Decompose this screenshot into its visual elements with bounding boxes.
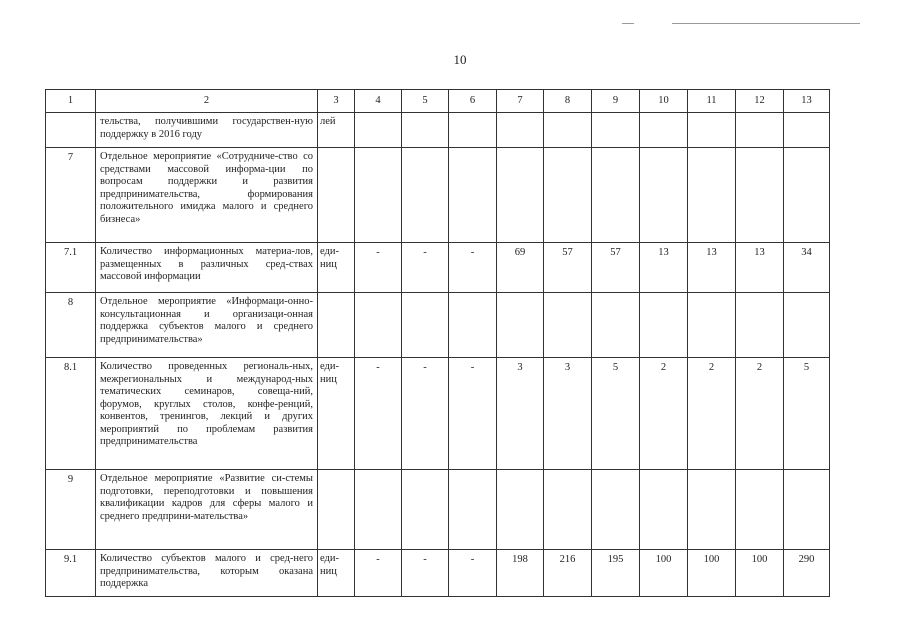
column-header: 1 — [46, 90, 96, 113]
table-row — [46, 550, 830, 597]
value-cell: 57 — [544, 243, 592, 293]
value-cell — [640, 113, 688, 148]
value-cell: - — [402, 550, 449, 597]
value-cell — [355, 470, 402, 550]
row-number: 8.1 — [46, 358, 96, 470]
value-cell — [592, 293, 640, 358]
value-cell — [402, 148, 449, 243]
column-number-row — [46, 90, 830, 113]
value-cell — [497, 113, 544, 148]
value-cell: - — [402, 358, 449, 470]
value-cell — [784, 293, 830, 358]
unit-cell: еди-ниц — [318, 243, 355, 293]
value-cell — [640, 470, 688, 550]
indicator-table — [45, 89, 830, 597]
column-header: 10 — [640, 90, 688, 113]
value-cell — [592, 148, 640, 243]
value-cell: 5 — [784, 358, 830, 470]
unit-cell — [318, 470, 355, 550]
value-cell — [497, 293, 544, 358]
value-cell: 3 — [497, 358, 544, 470]
column-header: 9 — [592, 90, 640, 113]
value-cell — [497, 470, 544, 550]
value-cell — [592, 113, 640, 148]
column-header: 2 — [96, 90, 318, 113]
value-cell — [402, 470, 449, 550]
value-cell: - — [402, 243, 449, 293]
unit-cell — [318, 148, 355, 243]
value-cell: 69 — [497, 243, 544, 293]
value-cell — [544, 148, 592, 243]
table-row — [46, 293, 830, 358]
value-cell — [640, 293, 688, 358]
value-cell — [544, 293, 592, 358]
row-number: 7 — [46, 148, 96, 243]
value-cell: 57 — [592, 243, 640, 293]
value-cell: 290 — [784, 550, 830, 597]
value-cell — [592, 470, 640, 550]
column-header: 13 — [784, 90, 830, 113]
value-cell — [449, 113, 497, 148]
table-row — [46, 470, 830, 550]
table-row — [46, 113, 830, 148]
value-cell — [355, 148, 402, 243]
column-header: 5 — [402, 90, 449, 113]
indicator-description: Отдельное мероприятие «Развитие си-стемы подготовки, переподготовки и повышения квалификации кадров для сферы малого и среднего предприни-мательства» — [96, 470, 318, 550]
value-cell: - — [449, 358, 497, 470]
value-cell — [355, 113, 402, 148]
indicator-description: тельства, получившими государствен-ную поддержку в 2016 году — [96, 113, 318, 148]
value-cell — [784, 470, 830, 550]
value-cell: 13 — [640, 243, 688, 293]
value-cell — [544, 113, 592, 148]
value-cell: 100 — [640, 550, 688, 597]
value-cell — [449, 148, 497, 243]
value-cell: 195 — [592, 550, 640, 597]
value-cell — [784, 113, 830, 148]
row-number: 7.1 — [46, 243, 96, 293]
unit-cell — [318, 293, 355, 358]
value-cell — [355, 293, 402, 358]
column-header: 11 — [688, 90, 736, 113]
column-header: 6 — [449, 90, 497, 113]
value-cell — [688, 470, 736, 550]
table-row — [46, 358, 830, 470]
page-number: 10 — [453, 52, 467, 67]
value-cell: 34 — [784, 243, 830, 293]
value-cell: 13 — [736, 243, 784, 293]
value-cell: 13 — [688, 243, 736, 293]
value-cell — [736, 293, 784, 358]
indicator-description: Отдельное мероприятие «Сотрудниче-ство со средствами массовой информа-ции по вопросам поддержки и развития предпринимательства, формирования положительного имиджа малого и среднего бизнеса» — [96, 148, 318, 243]
value-cell: 100 — [688, 550, 736, 597]
indicator-description: Количество проведенных региональ-ных, межрегиональных и международ-ных тематических семинаров, совеща-ний, форумов, круглых столов, конфе-ренций, конвентов, тренингов, лекций и других мероприятий по проблемам развития предпринимательства — [96, 358, 318, 470]
value-cell — [449, 470, 497, 550]
unit-cell: лей — [318, 113, 355, 148]
value-cell — [449, 293, 497, 358]
column-header: 7 — [497, 90, 544, 113]
unit-cell: еди-ниц — [318, 550, 355, 597]
value-cell — [736, 470, 784, 550]
row-number: 8 — [46, 293, 96, 358]
value-cell: - — [355, 243, 402, 293]
value-cell — [688, 148, 736, 243]
indicator-description: Количество субъектов малого и сред-него предпринимательства, которым оказана поддержка — [96, 550, 318, 597]
row-number: 9 — [46, 470, 96, 550]
indicator-description: Отдельное мероприятие «Информаци-онно-консультационная и организаци-онная поддержка субъектов малого и среднего предпринимательства» — [96, 293, 318, 358]
value-cell — [736, 113, 784, 148]
value-cell: 2 — [640, 358, 688, 470]
row-number — [46, 113, 96, 148]
value-cell: - — [355, 550, 402, 597]
table-row — [46, 148, 830, 243]
value-cell: 3 — [544, 358, 592, 470]
value-cell — [736, 148, 784, 243]
value-cell: 2 — [736, 358, 784, 470]
unit-cell: еди-ниц — [318, 358, 355, 470]
table-row — [46, 243, 830, 293]
value-cell: 216 — [544, 550, 592, 597]
value-cell — [497, 148, 544, 243]
value-cell — [544, 470, 592, 550]
value-cell: - — [449, 550, 497, 597]
column-header: 12 — [736, 90, 784, 113]
scan-artifact-line — [672, 23, 860, 24]
scan-artifact-line — [622, 23, 634, 24]
column-header: 3 — [318, 90, 355, 113]
value-cell: - — [449, 243, 497, 293]
column-header: 8 — [544, 90, 592, 113]
column-header: 4 — [355, 90, 402, 113]
value-cell: - — [355, 358, 402, 470]
row-number: 9.1 — [46, 550, 96, 597]
value-cell — [640, 148, 688, 243]
value-cell: 198 — [497, 550, 544, 597]
value-cell — [402, 293, 449, 358]
value-cell: 5 — [592, 358, 640, 470]
value-cell — [784, 148, 830, 243]
value-cell: 100 — [736, 550, 784, 597]
value-cell — [688, 293, 736, 358]
value-cell — [402, 113, 449, 148]
indicator-description: Количество информационных материа-лов, размещенных в различных сред-ствах массовой информации — [96, 243, 318, 293]
value-cell: 2 — [688, 358, 736, 470]
value-cell — [688, 113, 736, 148]
